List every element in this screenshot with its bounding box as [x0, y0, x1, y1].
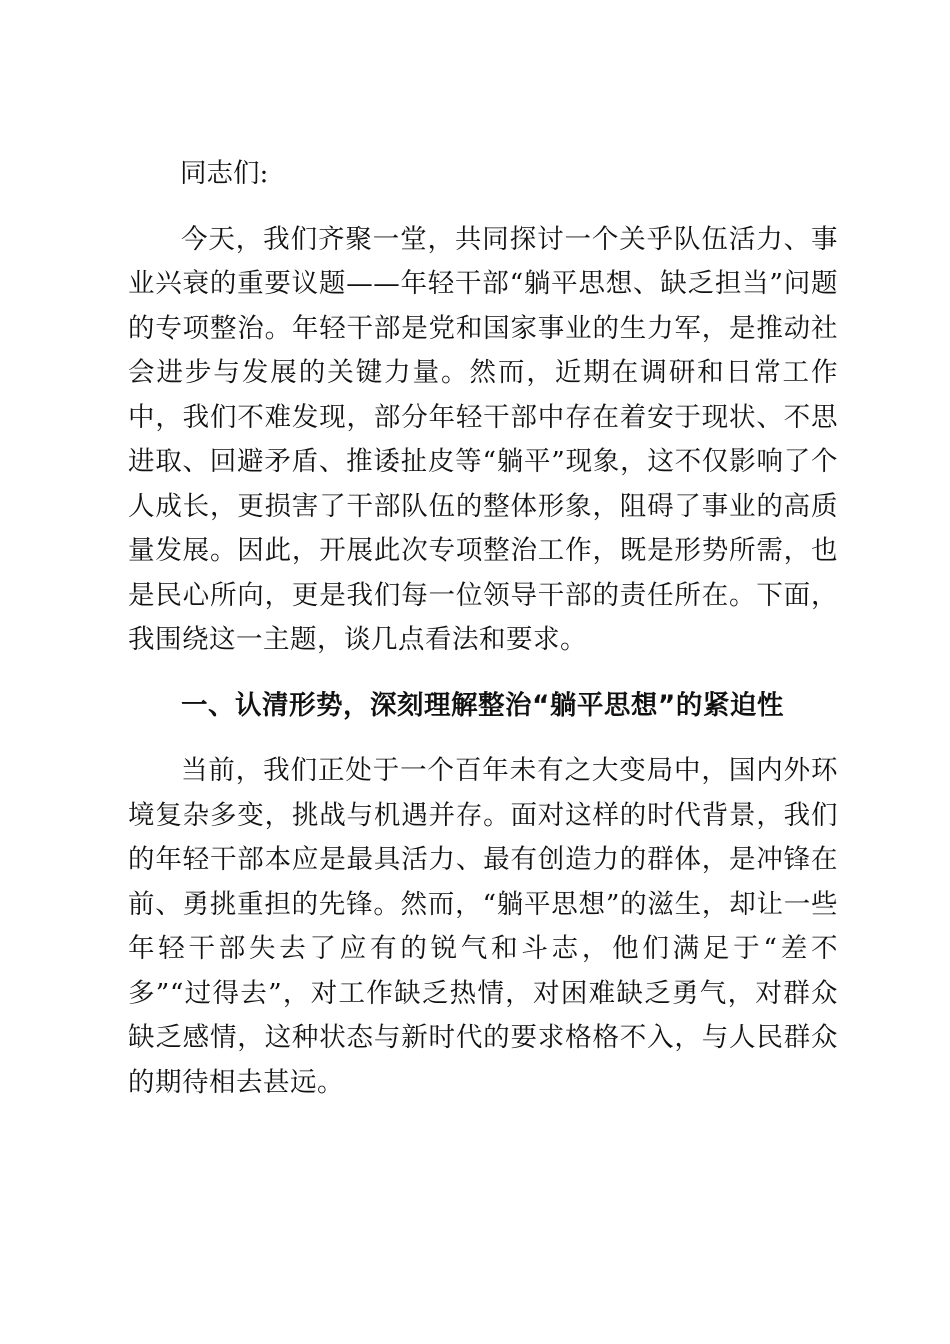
section-1-paragraph: 当前，我们正处于一个百年未有之大变局中，国内外环境复杂多变，挑战与机遇并存。面对这样的时代背景，我们的年轻干部本应是最具活力、最有创造力的群体，是冲锋在前、勇挑重担的先锋。然而，“躺平思想”的滋生，却让一些年轻干部失去了应有的锐气和斗志，他们满足于“差不多”“过得去”，对工作缺乏热情，对困难缺乏勇气，对群众缺乏感情，这种状态与新时代的要求格格不入，与人民群众的期待相去甚远。: [128, 755, 838, 1098]
salutation: 同志们:: [180, 158, 269, 189]
section-1-heading: 一、认清形势，深刻理解整治“躺平思想”的紧迫性: [181, 689, 784, 721]
document-body: [128, 152, 838, 1105]
intro-paragraph: 今天，我们齐聚一堂，共同探讨一个关乎队伍活力、事业兴衰的重要议题——年轻干部“躺平思想、缺乏担当”问题的专项整治。年轻干部是党和国家事业的生力军，是推动社会进步与发展的关键力量。然而，近期在调研和日常工作中，我们不难发现，部分年轻干部中存在着安于现状、不思进取、回避矛盾、推诿扯皮等“躺平”现象，这不仅影响了个人成长，更损害了干部队伍的整体形象，阻碍了事业的高质量发展。因此，开展此次专项整治工作，既是形势所需，也是民心所向，更是我们每一位领导干部的责任所在。下面，我围绕这一主题，谈几点看法和要求。: [128, 223, 838, 655]
